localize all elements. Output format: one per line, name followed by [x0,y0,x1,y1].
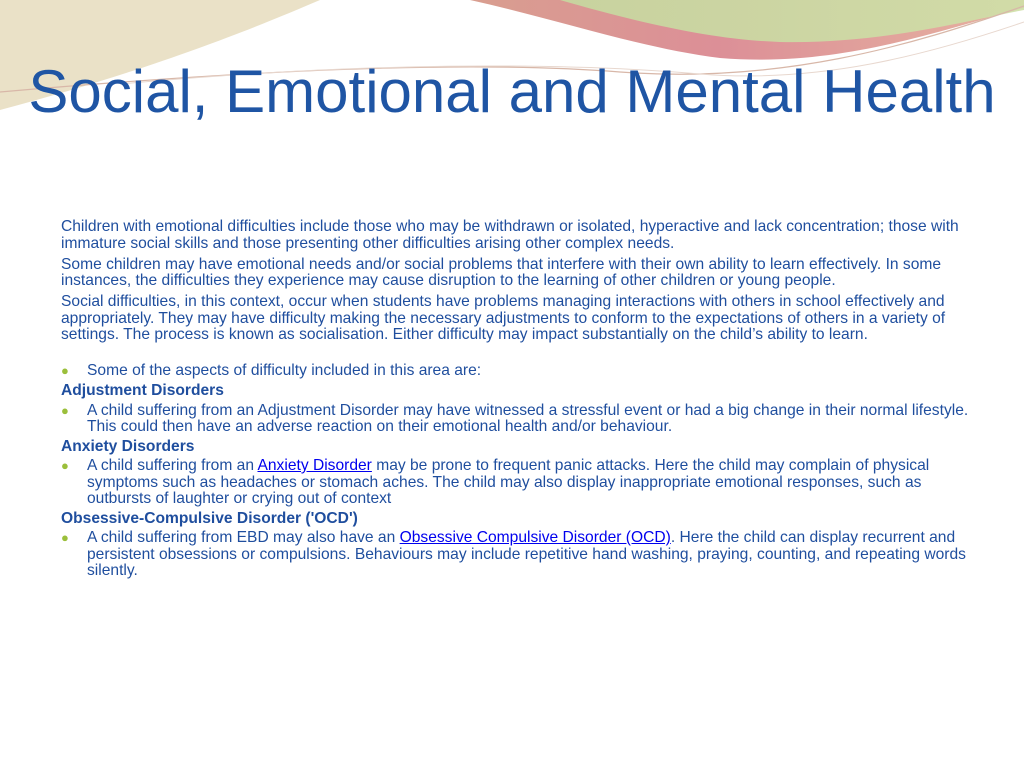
section-bullet-anxiety [61,458,971,508]
section-bullet-adjustment [61,403,971,436]
bullet-dot-icon: ● [61,402,69,418]
intro-paragraph-2: Some children may have emotional needs and/or social problems that interfere with their own ability to learn effectively. In some instances, the difficulties they experience may cause disruption to the learning of other children or young people. [61,255,942,289]
bullet-dot-icon: ● [61,458,69,473]
lead-bullet-item [61,363,971,380]
ocd-link[interactable]: Obsessive Compulsive Disorder (OCD) [399,529,671,546]
section-heading-anxiety: Anxiety Disorders [61,437,195,455]
section-heading-ocd: Obsessive-Compulsive Disorder ('OCD') [61,509,358,527]
section-text-anxiety-before: A child suffering from an [87,457,258,474]
slide-body [61,219,971,583]
anxiety-disorder-link[interactable]: Anxiety Disorder [257,457,372,474]
intro-paragraph-1: Children with emotional difficulties include those who may be withdrawn or isolated, hyperactive and lack concentration; those with immature social skills and those presenting other difficulties arising other complex needs. [61,218,959,252]
lead-bullet-text: Some of the aspects of difficulty included in this area are: [87,361,482,379]
bullet-dot-icon: ● [61,362,69,378]
section-text-adjustment: A child suffering from an Adjustment Disorder may have witnessed a stressful event or had a big change in their normal lifestyle. This could then have an adverse reaction on their emotional health and/or behaviour. [87,401,969,435]
section-text-ocd-before: A child suffering from EBD may also have an [87,529,400,546]
slide-title: Social, Emotional and Mental Health [28,58,996,125]
section-text-ocd-after: . Here the child can display recurrent and persistent obsessions or compulsions. Behaviours may include repetitive hand washing, praying, counting, and repeating words silently. [87,529,966,579]
intro-paragraph-3: Social difficulties, in this context, occur when students have problems managing interactions with others in school effectively and appropriately. They may have difficulty making the necessary adjustments to conform to the expectations of others in a variety of settings. The process is known as socialisation. Either difficulty may impact substantially on the child’s ability to learn. [61,293,946,343]
section-bullet-ocd [61,530,971,580]
section-heading-adjustment: Adjustment Disorders [61,382,224,399]
bullet-dot-icon: ● [61,530,69,545]
section-text-anxiety-after: may be prone to frequent panic attacks. Here the child may complain of physical symptoms such as headaches or stomach aches. The child may also display inappropriate emotional responses, such as outbursts of laughter or crying out of context [87,457,930,507]
